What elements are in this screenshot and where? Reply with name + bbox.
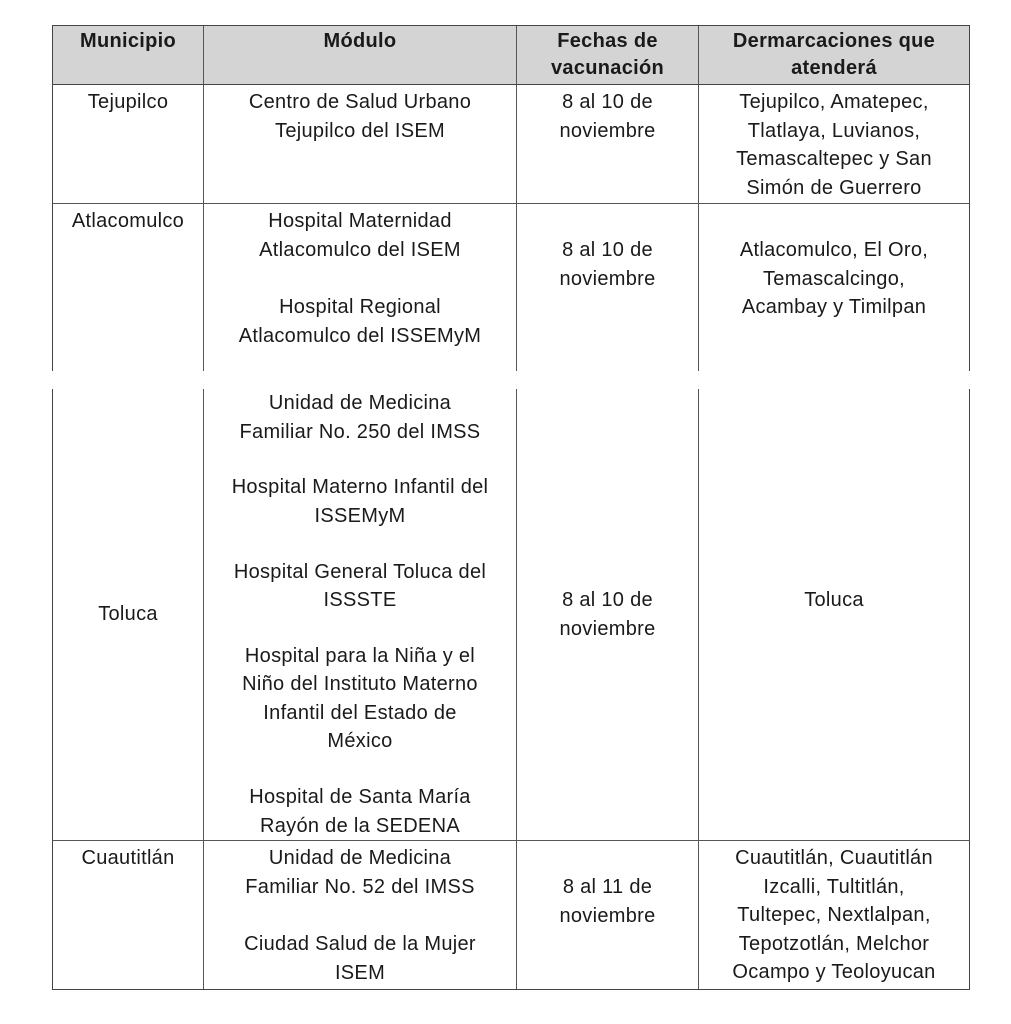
cell-municipio — [53, 204, 204, 371]
fechas-line: noviembre — [559, 119, 656, 142]
fechas-line: noviembre — [559, 267, 656, 290]
municipio-name: Tejupilco — [87, 91, 169, 113]
paragraph-gap — [210, 901, 510, 930]
table-row — [52, 85, 970, 204]
header-fechas-line: Fechas de — [557, 30, 658, 52]
demarcaciones-line: Cuautitlán, Cuautitlán — [735, 847, 933, 869]
modulo-line: Ciudad Salud de la Mujer — [244, 933, 476, 955]
modulo-line: Hospital Materno Infantil del — [231, 476, 489, 499]
fechas-line: noviembre — [559, 904, 656, 927]
cell-modulo — [204, 389, 517, 840]
demarcaciones-line: Tejupilco, Amatepec, — [739, 91, 929, 113]
demarcaciones-line: Temascaltepec y San — [736, 148, 932, 170]
table-row — [52, 841, 970, 990]
modulo-line: Infantil del Estado de — [263, 701, 457, 724]
cell-municipio — [53, 841, 204, 989]
fechas-line: 8 al 10 de — [562, 91, 653, 113]
modulo-line: Tejupilco del ISEM — [275, 119, 445, 142]
modulo-line: Hospital para la Niña y el — [244, 644, 476, 667]
modulo-line: Niño del Instituto Materno — [242, 673, 478, 696]
demarcaciones-line: Tlatlaya, Luvianos, — [747, 119, 921, 142]
modulo-line: Unidad de Medicina — [268, 392, 452, 414]
demarcaciones-line: Ocampo y Teoloyucan — [732, 961, 936, 983]
header-demarcaciones-line: atenderá — [791, 57, 877, 79]
cell-municipio — [53, 85, 204, 203]
fechas-line: 8 al 11 de — [562, 876, 653, 898]
header-demarcaciones — [699, 26, 969, 84]
cell-modulo — [204, 204, 517, 371]
modulo-line: Familiar No. 52 del IMSS — [245, 875, 475, 898]
modulo-line: Hospital General Toluca del — [233, 560, 487, 583]
modulo-line: México — [327, 730, 393, 753]
modulo-line: Unidad de Medicina — [268, 847, 452, 869]
demarcaciones-line: Atlacomulco, El Oro, — [739, 239, 929, 261]
header-modulo-label: Módulo — [323, 30, 397, 52]
modulo-line: Atlacomulco del ISSEMyM — [238, 324, 482, 347]
cell-demarcaciones — [699, 841, 969, 989]
cell-demarcaciones — [699, 389, 969, 840]
modulo-line: Hospital Regional — [279, 296, 441, 318]
fechas-line: 8 al 10 de — [562, 239, 653, 261]
modulo-line: Rayón de la SEDENA — [260, 814, 460, 837]
municipio-name: Cuautitlán — [81, 847, 175, 869]
cell-demarcaciones — [699, 204, 969, 371]
vaccination-table — [52, 25, 970, 990]
demarcaciones-line: Toluca — [804, 589, 864, 612]
demarcaciones-line: Acambay y Timilpan — [741, 296, 927, 318]
modulo-line: ISEM — [334, 961, 386, 984]
modulo-line: Centro de Salud Urbano — [248, 91, 472, 113]
modulo-line: Familiar No. 250 del IMSS — [239, 420, 481, 443]
demarcaciones-line: Tultepec, Nextlalpan, — [737, 904, 931, 926]
modulo-line: Hospital Maternidad — [268, 210, 452, 232]
modulo-line: Hospital de Santa María — [249, 786, 471, 808]
demarcaciones-line: Temascalcingo, — [762, 267, 906, 290]
page-break-gap — [52, 371, 970, 389]
modulo-line: ISSEMyM — [314, 504, 406, 527]
modulo-line: Atlacomulco del ISEM — [259, 238, 461, 261]
cell-municipio — [53, 389, 204, 840]
demarcaciones-line: Simón de Guerrero — [746, 176, 922, 199]
cell-fechas — [517, 389, 699, 840]
modulo-line: ISSSTE — [323, 589, 397, 611]
table-row — [52, 204, 970, 371]
cell-fechas — [517, 85, 699, 203]
header-fechas-line: vacunación — [550, 57, 665, 79]
cell-fechas — [517, 204, 699, 371]
header-municipio-label: Municipio — [79, 30, 177, 52]
table-header-row — [52, 25, 970, 85]
municipio-name: Toluca — [98, 603, 158, 626]
table-row — [52, 389, 970, 841]
header-fechas — [517, 26, 699, 84]
cell-demarcaciones — [699, 85, 969, 203]
demarcaciones-line: Izcalli, Tultitlán, — [763, 875, 905, 898]
header-municipio — [53, 26, 204, 84]
demarcaciones-line: Tepotzotlán, Melchor — [738, 932, 930, 955]
paragraph-gap — [210, 264, 510, 293]
header-demarcaciones-line: Dermarcaciones que — [732, 30, 936, 52]
cell-fechas — [517, 841, 699, 989]
header-modulo — [204, 26, 517, 84]
municipio-name: Atlacomulco — [71, 210, 185, 232]
fechas-line: noviembre — [559, 617, 656, 640]
cell-modulo — [204, 841, 517, 989]
cell-modulo — [204, 85, 517, 203]
fechas-line: 8 al 10 de — [562, 589, 653, 611]
